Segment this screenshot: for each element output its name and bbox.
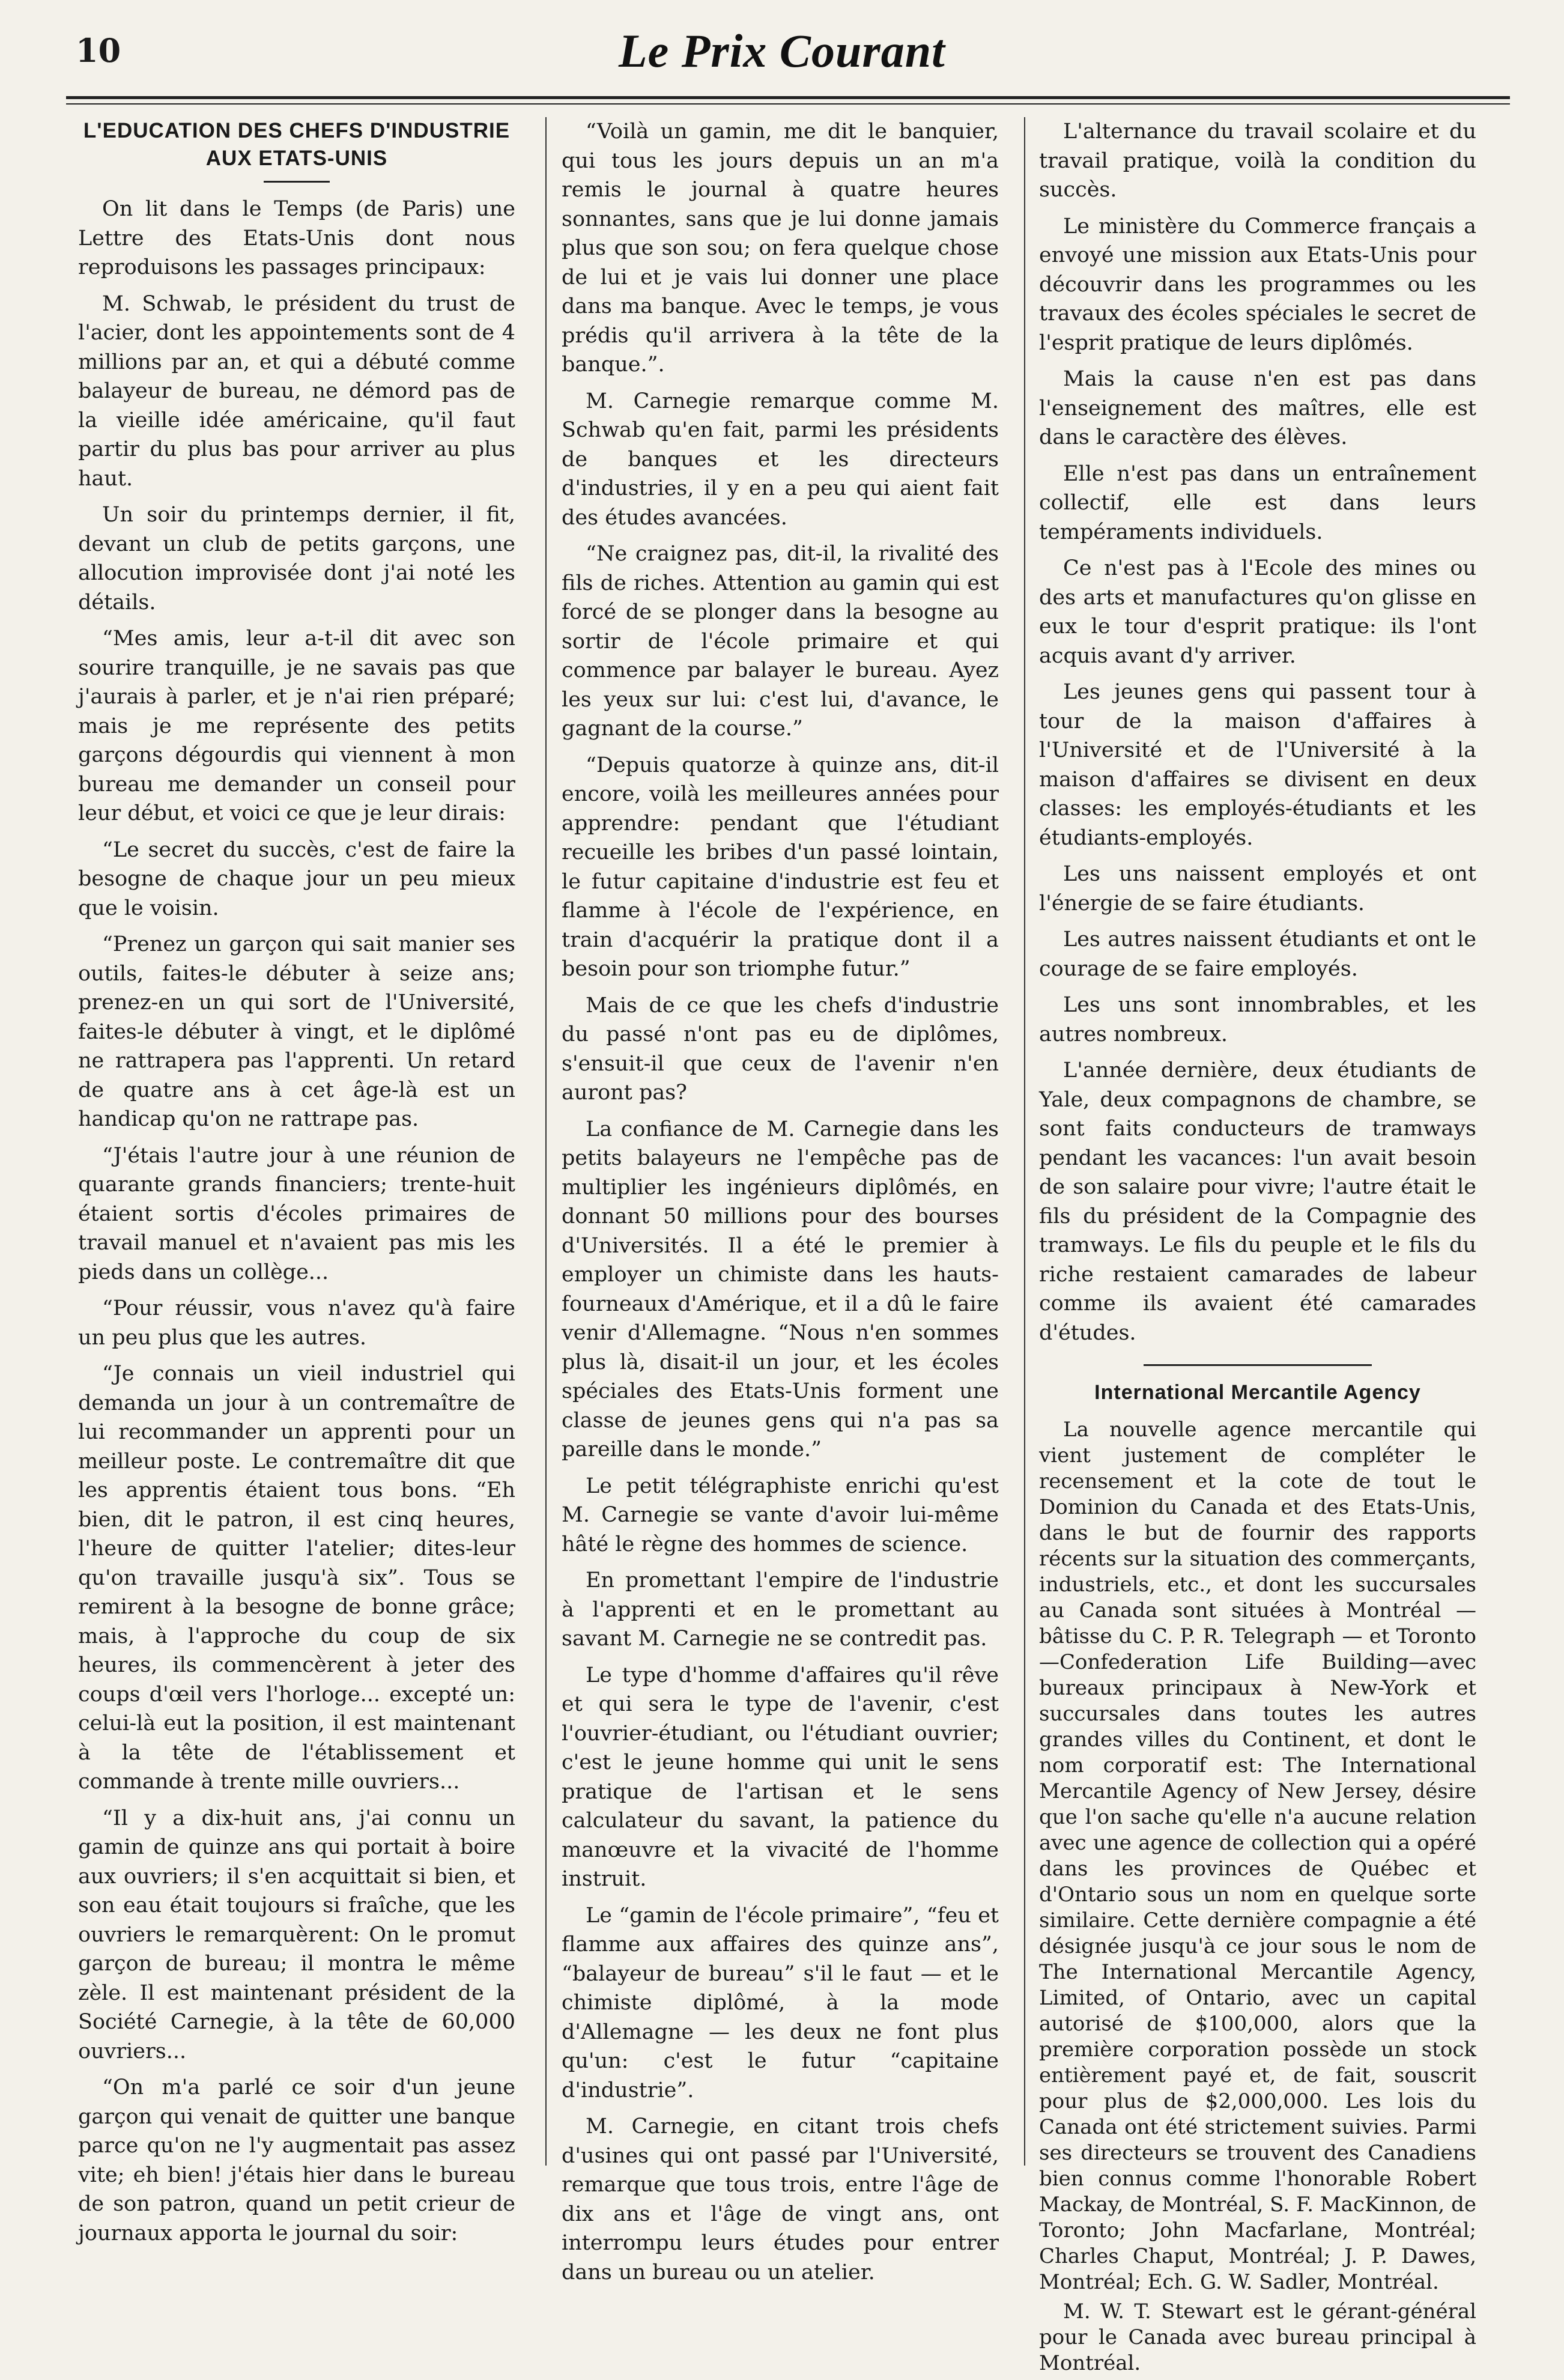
article-column-1 — [78, 117, 515, 2255]
masthead-logo: Le Prix Courant — [619, 25, 945, 77]
paragraph: M. Schwab, le président du trust de l'acier, dont les appointements sont de 4 millions par an, et qui a débuté comme balayeur de bureau, ne démord pas de la vieille idée américaine, qu'il faut partir du plus bas pour arriver au plus haut. — [78, 291, 515, 491]
paragraph: “Depuis quatorze à quinze ans, dit-il encore, voilà les meilleures années pour apprendre: pendant que l'étudiant recueille les bribes d'un passé lointain, le futur capitaine d'industrie est feu et flamme à l'école de l'expérience, en train d'acquérir la pratique dont il a besoin pour son triomphe futur.” — [562, 753, 999, 981]
agency-notice — [1039, 1417, 1476, 2376]
paragraph: On lit dans le Temps (de Paris) une Lettre des Etats-Unis dont nous reproduisons les passages principaux: — [78, 197, 515, 279]
paragraph: Le petit télégraphiste enrichi qu'est M. Carnegie se vante d'avoir lui-même hâté le règne des hommes de science. — [562, 1474, 999, 1556]
section-divider — [1144, 1364, 1372, 1366]
paragraph: L'alternance du travail scolaire et du travail pratique, voilà la condition du succès. — [1039, 120, 1476, 202]
paragraph: Les jeunes gens qui passent tour à tour de la maison d'affaires à l'Université et de l'Université à la maison d'affaires se divisent en deux classes: les employés-étudiants et les étudiants-employés. — [1039, 680, 1476, 850]
paragraph: M. Carnegie remarque comme M. Schwab qu'en fait, parmi les présidents de banques et les directeurs d'industries, il y en a peu qui aient fait des études avancées. — [562, 389, 999, 530]
column-divider — [545, 117, 547, 2166]
paragraph: “Le secret du succès, c'est de faire la besogne de chaque jour un peu mieux que le voisin. — [78, 837, 515, 920]
page-number: 10 — [76, 31, 121, 70]
header-rule-thin — [66, 103, 1510, 105]
paragraph: Elle n'est pas dans un entraînement collectif, elle est dans leurs tempéraments individuels. — [1039, 461, 1476, 544]
paragraph: “Voilà un gamin, me dit le banquier, qui tous les jours depuis un an m'a remis le journal à quatre heures sonnantes, sans que je lui donne jamais plus que son sou; on fera quelque chose de lui et je vais lui donner une place dans ma banque. Avec le temps, je vous prédis qu'il arrivera à la tête de la banque.”. — [562, 120, 999, 377]
paragraph: Les autres naissent étudiants et ont le courage de se faire employés. — [1039, 927, 1476, 981]
paragraph: Les uns naissent employés et ont l'énergie de se faire étudiants. — [1039, 862, 1476, 915]
paragraph: “Ne craignez pas, dit-il, la rivalité des fils de riches. Attention au gamin qui est forcé de se plonger dans la besogne au sortir de l'école primaire et qui commence par balayer le bureau. Ayez les yeux sur lui: c'est lui, d'avance, le gagnant de la course.” — [562, 542, 999, 741]
headline-rule — [264, 181, 330, 183]
paragraph: “Mes amis, leur a-t-il dit avec son sourire tranquille, je ne savais pas que j'aurais à parler, et je n'ai rien préparé; mais je me représente des petits garçons dégourdis qui viennent à mon bureau me demander un conseil pour leur début, et voici ce que je leur dirais: — [78, 627, 515, 825]
paragraph: Mais de ce que les chefs d'industrie du passé n'ont pas eu de diplômes, s'ensuit-il que ceux de l'avenir n'en auront pas? — [562, 993, 999, 1105]
paragraph: “Je connais un vieil industriel qui demanda un jour à un contremaître de lui recommander un apprenti pour un meilleur poste. Le contremaître dit que les apprentis étaient tous bons. “Eh bien, dit le patron, il est cinq heures, l'heure de quitter l'atelier; dites-leur qu'on travaille jusqu'à six”. Tous se remirent à la besogne de bonne grâce; mais, à l'approche du coup de six heures, ils commencèrent à jeter des coups d'œil vers l'horloge... excepté un: celui-là eut la position, il est maintenant à la tête de l'établissement et commande à trente mille ouvriers... — [78, 1362, 515, 1794]
paragraph: M. W. T. Stewart est le gérant-général pour le Canada avec bureau principal à Montréal. — [1039, 2299, 1476, 2375]
header-rule — [66, 96, 1510, 99]
paragraph: “On m'a parlé ce soir d'un jeune garçon qui venait de quitter une banque parce qu'on ne l'y augmentait pas assez vite; eh bien! j'étais hier dans le bureau de son patron, quand un petit crieur de journaux apporta le journal du soir: — [78, 2075, 515, 2245]
article-column-2 — [562, 117, 999, 2294]
paragraph: Le type d'homme d'affaires qu'il rêve et qui sera le type de l'avenir, c'est l'ouvrier-étudiant, ou l'étudiant ouvrier; c'est le jeune homme qui unit le sens pratique de l'artisan et le sens calculateur du savant, la patience du manœuvre et la vivacité de l'homme instruit. — [562, 1663, 999, 1891]
paragraph: La nouvelle agence mercantile qui vient justement de compléter le recensement et la cote de tout le Dominion du Canada et des Etats-Unis, dans le but de fournir des rapports récents sur la situation des commerçants, industriels, etc., et dont les succursales au Canada sont situées à Montréal — bâtisse du C. P. R. Telegraph — et Toronto—Confederation Life Building—avec bureaux principaux à New-York et succursales dans toutes les autres grandes villes du Continent, et dont le nom corporatif est: The International Mercantile Agency of New Jersey, désire que l'on sache qu'elle n'a aucune relation avec une agence de collection qui a opéré dans les provinces de Québec et d'Ontario sous un nom en quelque sorte similaire. Cette dernière compagnie a été désignée jusqu'à ce jour sous le nom de The International Mercantile Agency, Limited, of Ontario, avec un capital autorisé de $100,000, alors que la première corporation possède un stock entièrement payé et, de fait, souscrit pour plus de $2,000,000. Les lois du Canada ont été strictement suivies. Parmi ses directeurs se trouvent des Canadiens bien connus comme l'honorable Robert Mackay, de Montréal, S. F. MacKinnon, de Toronto; John Macfarlane, Montréal; Charles Chaput, Montréal; J. P. Dawes, Montréal; Ech. G. W. Sadler, Montréal. — [1039, 1417, 1476, 2294]
paragraph: “J'étais l'autre jour à une réunion de quarante grands financiers; trente-huit étaient sortis d'écoles primaires de travail manuel et n'avaient pas mis les pieds dans un collège... — [78, 1143, 515, 1284]
paragraph: “Pour réussir, vous n'avez qu'à faire un peu plus que les autres. — [78, 1296, 515, 1350]
paragraph: La confiance de M. Carnegie dans les petits balayeurs ne l'empêche pas de multiplier les ingénieurs diplômés, en donnant 50 millions pour des bourses d'Universités. Il a été le premier à employer un chimiste dans les hauts-fourneaux d'Amérique, et il a dû le faire venir d'Allemagne. “Nous n'en sommes plus là, disait-il un jour, et les écoles spéciales des Etats-Unis forment une classe de jeunes gens qui n'a pas sa pareille dans le monde.” — [562, 1117, 999, 1462]
paragraph: “Prenez un garçon qui sait manier ses outils, faites-le débuter à seize ans; prenez-en un qui sort de l'Université, faites-le débuter à vingt, et le diplômé ne rattrapera pas l'apprenti. Un retard de quatre ans à cet âge-là est un handicap qu'on ne rattrape pas. — [78, 932, 515, 1131]
paragraph: Ce n'est pas à l'Ecole des mines ou des arts et manufactures qu'on glisse en eux le tour d'esprit pratique: ils l'ont acquis avant d'y arriver. — [1039, 556, 1476, 668]
section-title: International Mercantile Agency — [1094, 1381, 1421, 1404]
paragraph: Le “gamin de l'école primaire”, “feu et flamme aux affaires des quinze ans”, “balayeur de bureau” s'il le faut — et le chimiste diplômé, à la mode d'Allemagne — les deux ne font plus qu'un: c'est le futur “capitaine d'industrie”. — [562, 1903, 999, 2102]
paragraph: Le ministère du Commerce français a envoyé une mission aux Etats-Unis pour découvrir dans les programmes ou les travaux des écoles spéciales le secret de l'esprit pratique de leurs diplômés. — [1039, 214, 1476, 355]
paragraph: En promettant l'empire de l'industrie à l'apprenti et en le promettant au savant M. Carnegie ne se contredit pas. — [562, 1568, 999, 1651]
paragraph: “Il y a dix-huit ans, j'ai connu un gamin de quinze ans qui portait à boire aux ouvriers; il s'en acquittait si bien, et son eau était toujours si fraîche, que les ouvriers le remarquèrent: On le promut garçon de bureau; il montra le même zèle. Il est maintenant président de la Société Carnegie, à la tête de 60,000 ouvriers... — [78, 1806, 515, 2063]
column-divider — [1024, 117, 1025, 2166]
article-column-3 — [1039, 117, 1476, 2380]
paragraph: Mais la cause n'en est pas dans l'enseignement des maîtres, elle est dans le caractère des élèves. — [1039, 367, 1476, 449]
paragraph: M. Carnegie, en citant trois chefs d'usines qui ont passé par l'Université, remarque que tous trois, entre l'âge de dix ans et l'âge de vingt ans, ont interrompu leurs études pour entrer dans un bureau ou un atelier. — [562, 2114, 999, 2284]
article-headline: L'EDUCATION DES CHEFS D'INDUSTRIE AUX ETATS-UNIS — [83, 119, 511, 170]
paragraph: L'année dernière, deux étudiants de Yale, deux compagnons de chambre, se sont faits conducteurs de tramways pendant les vacances: l'un avait besoin de son salaire pour vivre; l'autre était le fils du président de la Compagnie des tramways. Le fils du peuple et le fils du riche restaient camarades de labeur comme ils avaient été camarades d'études. — [1039, 1058, 1476, 1345]
paragraph: Les uns sont innombrables, et les autres nombreux. — [1039, 993, 1476, 1046]
paragraph: Un soir du printemps dernier, il fit, devant un club de petits garçons, une allocution improvisée dont j'ai noté les détails. — [78, 503, 515, 615]
